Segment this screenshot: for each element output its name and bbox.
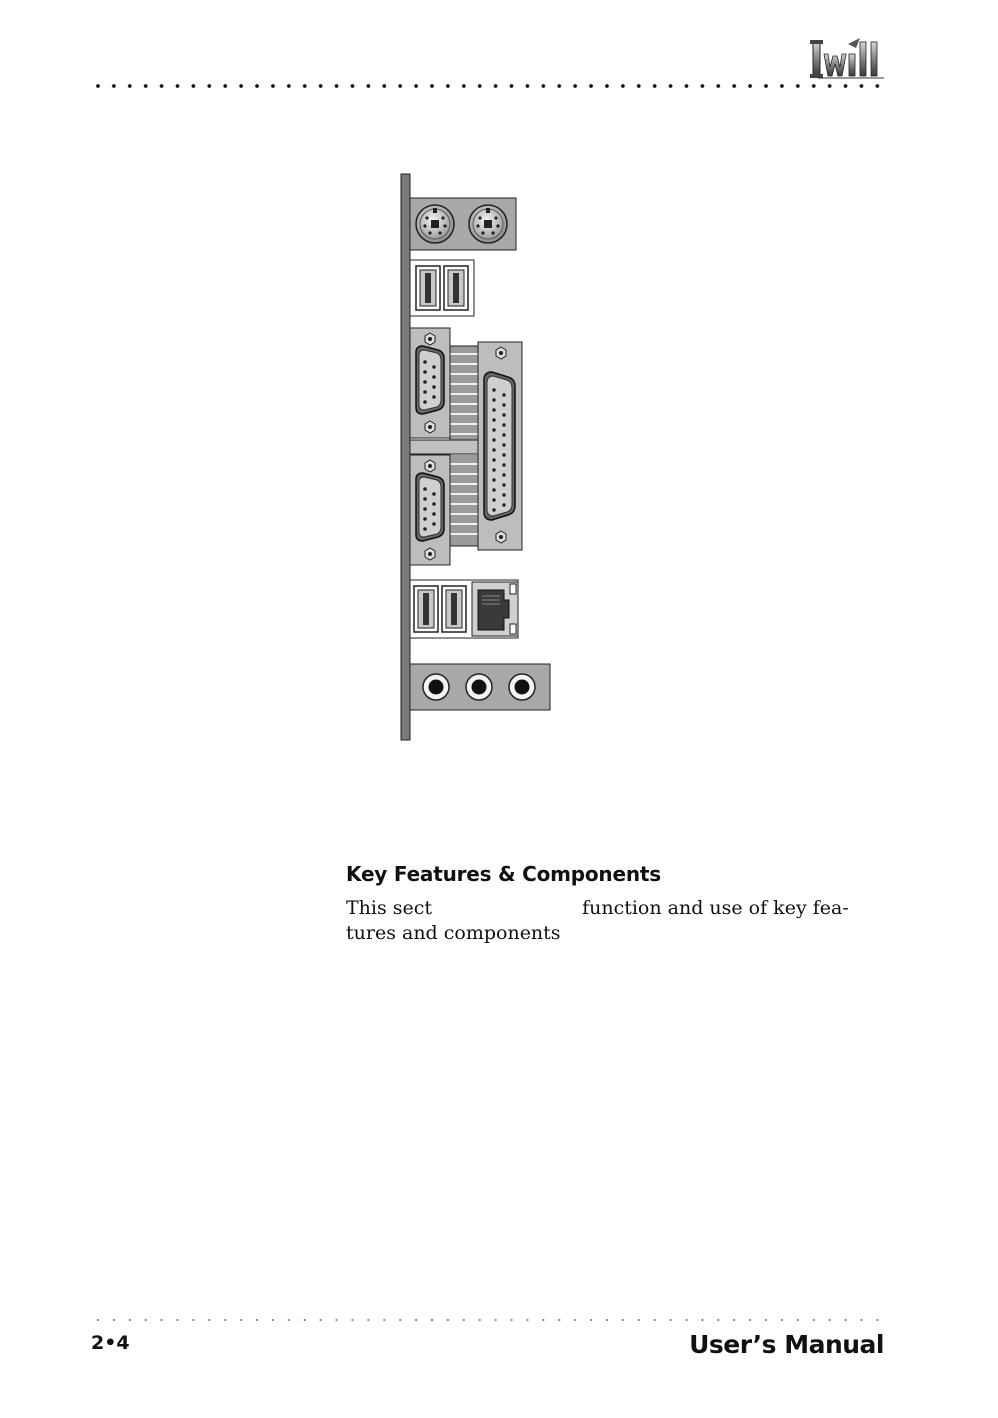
usb-port-icon [442, 586, 466, 632]
body-text-line2: tures and components [346, 922, 561, 944]
running-title: User’s Manual [689, 1330, 884, 1359]
audio-jack-icon [509, 674, 535, 700]
audio-jack-block [410, 664, 550, 710]
footer-dot-rule [90, 1317, 886, 1323]
iwill-logo [810, 34, 888, 80]
audio-jack-icon [423, 674, 449, 700]
ps2-keyboard-port-icon [469, 205, 507, 243]
body-text-start: This sect [346, 897, 433, 919]
ps2-port-block [410, 198, 516, 250]
panel-bar [401, 174, 410, 740]
page-number: 2•4 [91, 1332, 130, 1354]
usb-port-icon [414, 586, 438, 632]
serial-port-icon [410, 455, 450, 565]
usb-port-icon [444, 266, 468, 310]
io-back-panel-figure [396, 170, 556, 745]
ps2-mouse-port-icon [416, 205, 454, 243]
audio-jack-icon [466, 674, 492, 700]
serial-port-icon [410, 328, 450, 438]
rj45-lan-port-icon [472, 582, 518, 636]
section-body [346, 896, 884, 946]
usb-port-block-upper [410, 260, 474, 316]
usb-lan-block [410, 580, 518, 638]
serial-parallel-block [410, 328, 522, 565]
header-dot-rule [90, 82, 886, 90]
section-heading: Key Features & Components [346, 862, 661, 886]
usb-port-icon [416, 266, 440, 310]
parallel-port-icon [478, 342, 522, 550]
body-text-end: function and use of key fea- [582, 897, 849, 919]
